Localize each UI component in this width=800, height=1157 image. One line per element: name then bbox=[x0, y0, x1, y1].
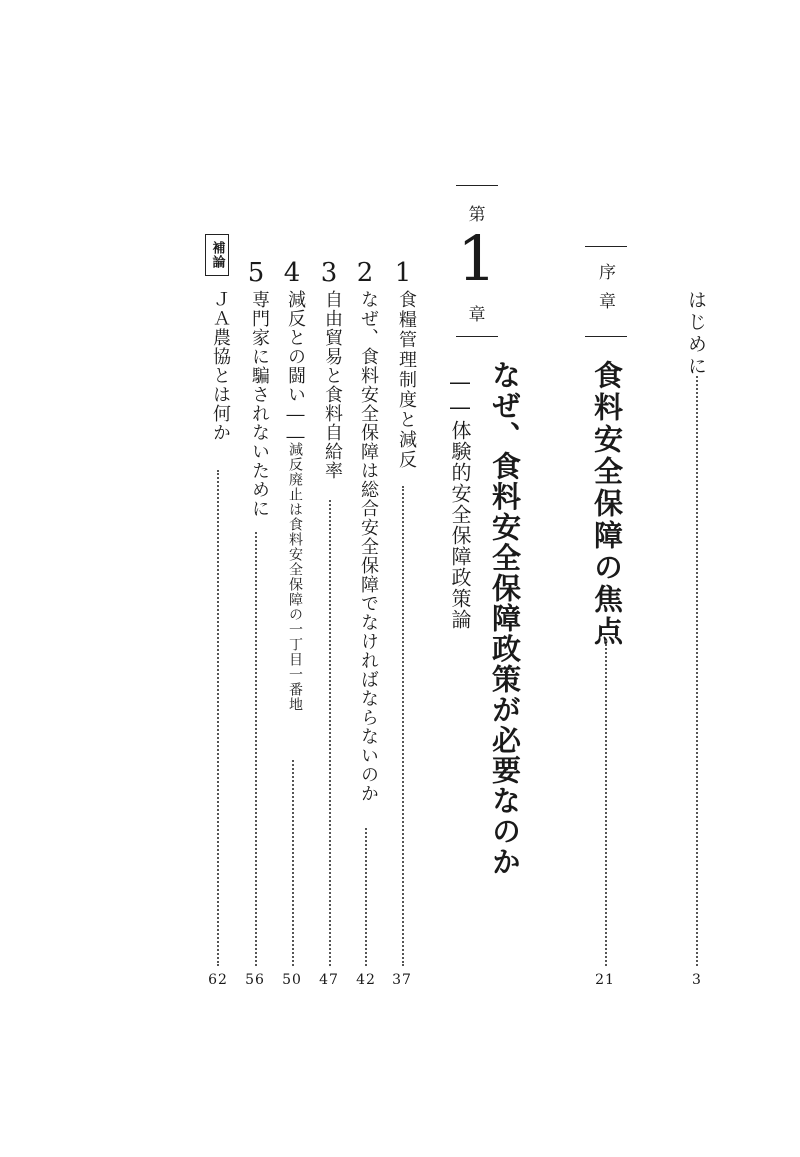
page-number: 37 bbox=[392, 972, 412, 988]
chapter-label-bottom: 章 bbox=[468, 305, 486, 325]
section-title: なぜ、食料安全保障は総合安全保障でなければならないのか bbox=[358, 290, 379, 803]
section-title: 専門家に騙されないために bbox=[249, 290, 270, 518]
leader-dots bbox=[402, 486, 404, 966]
section-title: 減反との闘い―― bbox=[285, 290, 306, 448]
section-title: 食糧管理制度と減反 bbox=[396, 290, 417, 470]
section-number: 3 bbox=[320, 258, 338, 288]
label-rule-bottom bbox=[585, 336, 627, 337]
page-number: 47 bbox=[319, 972, 339, 988]
section-number: 4 bbox=[283, 258, 301, 288]
chapter-title: なぜ、食料安全保障政策が必要なのか bbox=[488, 360, 522, 877]
label-rule-bottom bbox=[456, 336, 498, 337]
chapter-number: 1 bbox=[457, 222, 497, 295]
section-number: 1 bbox=[394, 258, 412, 288]
leader-dots bbox=[329, 500, 331, 966]
section-title: 自由貿易と食料自給率 bbox=[322, 290, 343, 480]
section-number: 2 bbox=[356, 258, 374, 288]
entry-title: ＪＡ農協とは何か bbox=[210, 290, 231, 442]
leader-dots bbox=[605, 640, 607, 966]
leader-dots bbox=[217, 470, 219, 966]
leader-dots bbox=[696, 376, 698, 966]
section-number: 5 bbox=[247, 258, 265, 288]
page-number: 21 bbox=[595, 972, 615, 988]
leader-dots bbox=[365, 828, 367, 966]
page-number: 42 bbox=[356, 972, 376, 988]
chapter-title: 食料安全保障の焦点 bbox=[590, 360, 624, 648]
label-rule-top bbox=[456, 185, 498, 186]
chapter-label-top: 第 bbox=[468, 205, 486, 225]
page-number: 3 bbox=[692, 972, 702, 988]
page-number: 56 bbox=[245, 972, 265, 988]
entry-title: はじめに bbox=[685, 290, 707, 378]
supplement-badge: 補論 bbox=[205, 234, 229, 276]
page-number: 62 bbox=[208, 972, 228, 988]
leader-dots bbox=[292, 760, 294, 966]
chapter-subtitle: ――体験的安全保障政策論 bbox=[448, 370, 472, 630]
leader-dots bbox=[255, 532, 257, 966]
label-rule-top bbox=[585, 246, 627, 247]
page-number: 50 bbox=[282, 972, 302, 988]
section-subtitle: 減反廃止は食料安全保障の一丁目一番地 bbox=[287, 442, 303, 712]
chapter-label: 序章 bbox=[595, 263, 615, 321]
